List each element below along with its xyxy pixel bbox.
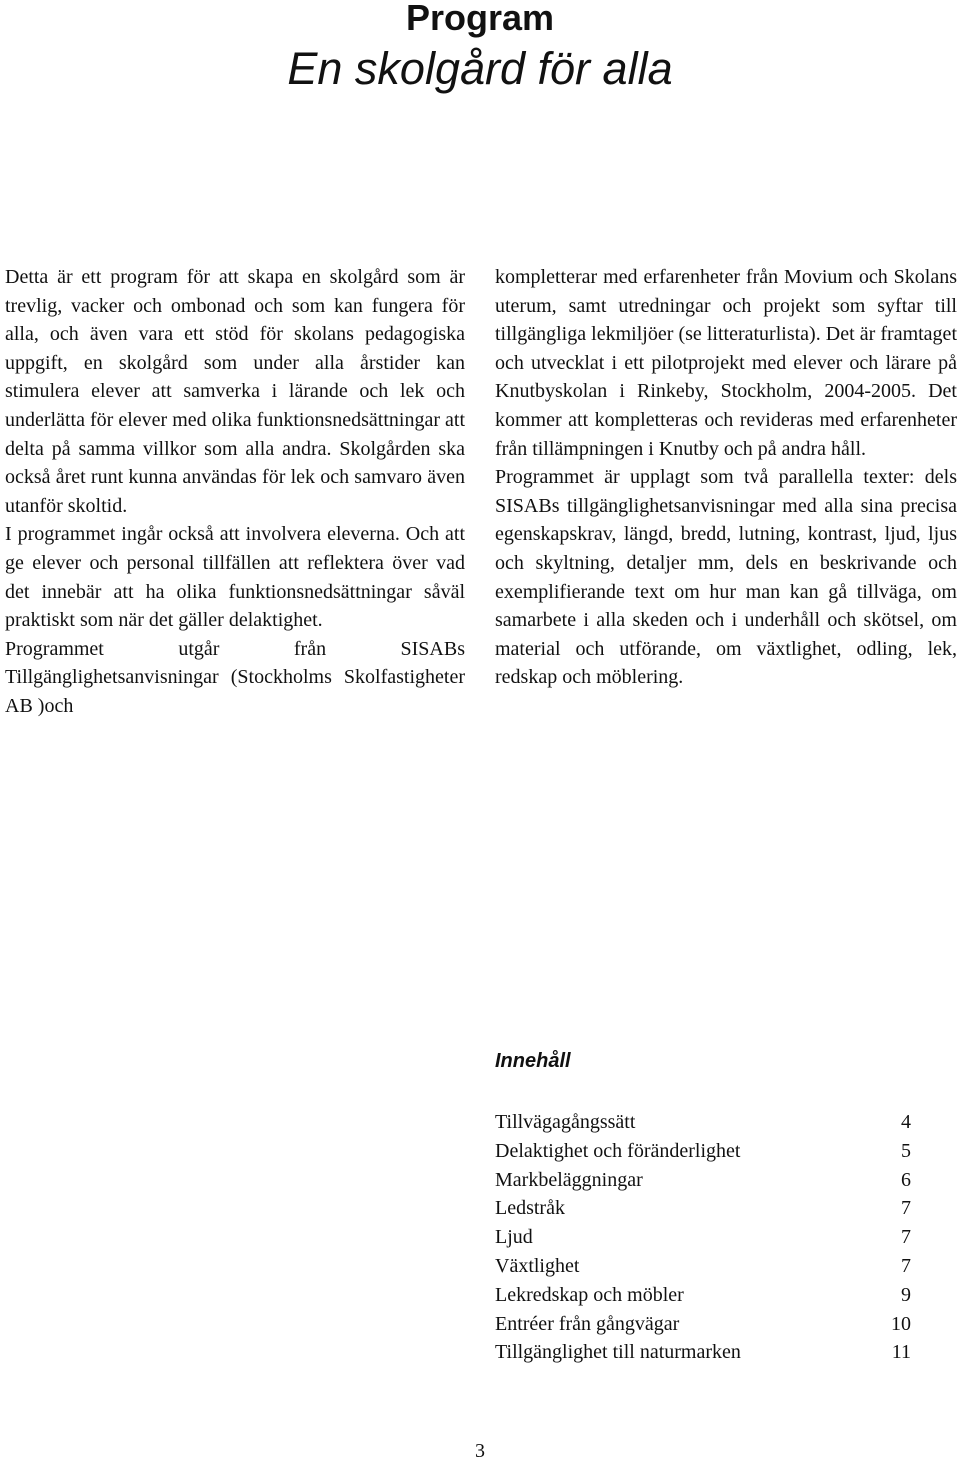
toc-item-label: Ljud (495, 1226, 533, 1249)
left-text-column (5, 263, 465, 721)
toc-item-page: 7 (901, 1197, 911, 1220)
toc-item-page: 7 (901, 1254, 911, 1277)
intro-paragraph: Detta är ett program för att skapa en skolgård som är trevlig, vacker och ombonad och som kan fungera för alla, och även vara ett stöd för skolans pedagogiska uppgift, en skolgård som under alla årstider kan stimulera elever att samverka i lärande och lek och underlätta för elever med olika funktionsnedsättningar att delta på samma villkor som alla andra. Skolgården ska också året runt kunna användas för lek och samvaro även utanför skoltid. (5, 266, 465, 517)
toc-item (495, 1194, 915, 1223)
toc-item-label: Ledstråk (495, 1197, 565, 1220)
table-of-contents (495, 1108, 915, 1367)
toc-item-label: Tillvägagångssätt (495, 1111, 636, 1133)
toc-item-label: Växtlighet (495, 1254, 580, 1277)
toc-item-label: Entréer från gångvägar (495, 1312, 680, 1335)
page-title: Program (405, 0, 555, 38)
toc-item (495, 1166, 915, 1195)
toc-item (495, 1108, 915, 1137)
toc-item-page: 10 (891, 1312, 911, 1335)
complement-paragraph: kompletterar med erfarenheter från Movium och Skolans uterum, samt utredningar och projekt som syftar till tillgängliga lekmiljöer (se litteraturlista). Det är framtaget och utvecklat i ett pilotprojekt med elever och lärare på Knutbyskolan i Rinkeby, Stockholm, 2004-2005. Det kommer att kompletteras och revideras med erfarenheter från tillämpningen i Knutby och på andra håll. (495, 266, 957, 460)
right-text-column (495, 263, 957, 692)
toc-item (495, 1223, 915, 1252)
basis-paragraph: Programmet utgår från SISABs Tillgänglighetsanvisningar (Stockholms Skolfastigheter AB )och (5, 637, 465, 717)
toc-item-page: 9 (901, 1283, 911, 1306)
toc-item (495, 1338, 915, 1367)
toc-item-page: 7 (901, 1226, 911, 1249)
toc-item (495, 1281, 915, 1310)
toc-item (495, 1252, 915, 1281)
structure-paragraph: Programmet är upplagt som två parallella texter: dels SISABs tillgänglighetsanvisningar med alla sina precisa egenskapskrav, längd, bredd, lutning, kontrast, ljud, ljus och skyltning, detaljer mm, dels en beskrivande och exemplifierande text om hur man kan gå tillväga, om samarbete i alla skeden och i underhåll och skötsel, om material och utförande, om växtlighet, odling, lek, redskap och möblering. (495, 466, 957, 689)
page-subtitle: En skolgård för alla (287, 43, 673, 94)
toc-heading: Innehåll (495, 1050, 571, 1072)
toc-item-page: 5 (901, 1139, 911, 1162)
toc-item-page: 4 (901, 1111, 911, 1133)
toc-item (495, 1310, 915, 1339)
toc-item (495, 1137, 915, 1166)
page-number: 3 (475, 1440, 485, 1462)
involvement-paragraph: I programmet ingår också att involvera eleverna. Och att ge elever och personal tillfällen att reflektera över vad det innebär att ha olika funktionsnedsättningar såväl praktiskt som när det gäller delaktighet. (5, 523, 465, 632)
toc-item-label: Markbeläggningar (495, 1168, 643, 1191)
toc-item-page: 6 (901, 1168, 911, 1191)
toc-item-label: Lekredskap och möbler (495, 1283, 684, 1306)
toc-item-label: Delaktighet och föränderlighet (495, 1139, 741, 1162)
toc-item-page: 11 (891, 1341, 911, 1364)
toc-item-label: Tillgänglighet till naturmarken (495, 1341, 741, 1364)
